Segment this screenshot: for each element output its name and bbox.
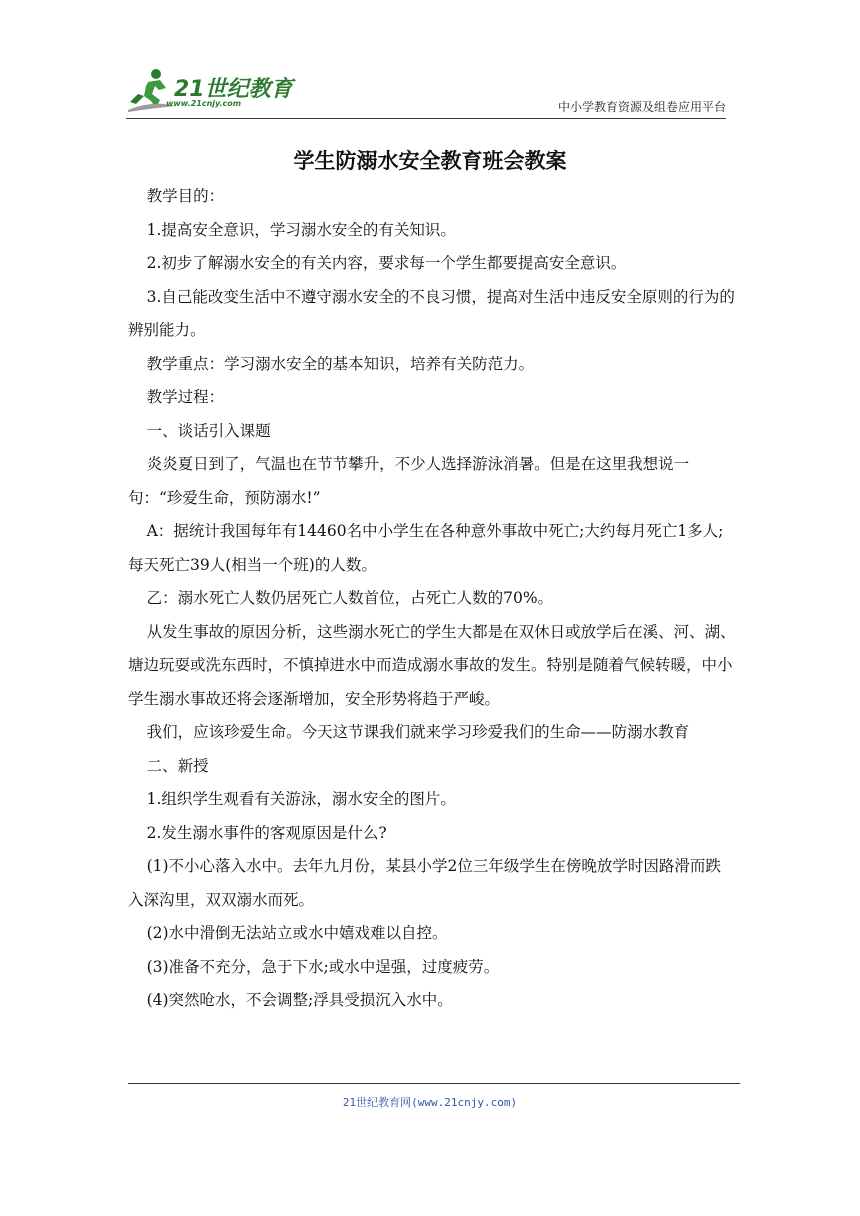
- logo-text: 21世纪教育: [174, 77, 293, 102]
- paragraph: 二、新授: [146, 756, 209, 775]
- paragraph: 我们，应该珍爱生命。今天这节课我们就来学习珍爱我们的生命——防溺水教育: [146, 723, 690, 741]
- paragraph: 教学重点：学习溺水安全的基本知识，培养有关防范力。: [146, 354, 535, 373]
- header-divider: [126, 118, 726, 119]
- paragraph: (2)水中滑倒无法站立或水中嬉戏难以自控。: [146, 924, 448, 942]
- paragraph: 1.组织学生观看有关游泳，溺水安全的图片。: [146, 790, 456, 808]
- paragraph: 2.初步了解溺水安全的有关内容，要求每一个学生都要提高安全意识。: [146, 254, 627, 272]
- paragraph: 一、谈话引入课题: [146, 421, 271, 440]
- paragraph: 教学目的：: [146, 187, 225, 205]
- paragraph: (1)不小心落入水中。去年九月份，某县小学2位三年级学生在傍晚放学时因路滑而跌入深沟里，双双溺水而死。: [128, 857, 721, 909]
- paragraph: (4)突然呛水，不会调整;浮具受损沉入水中。: [146, 991, 453, 1009]
- logo-url: www.21cnjy.com: [166, 99, 242, 108]
- paragraph: A：据统计我国每年有14460名中小学生在各种意外事故中死亡;大约每月死亡1多人;每天死亡39人(相当一个班)的人数。: [128, 522, 724, 574]
- paragraph: 1.提高安全意识，学习溺水安全的有关知识。: [146, 220, 456, 239]
- paragraph: (3)准备不充分，急于下水;或水中逞强，过度疲劳。: [146, 957, 500, 976]
- site-logo[interactable]: [126, 66, 296, 114]
- paragraph: 从发生事故的原因分析，这些溺水死亡的学生大都是在双休日或放学后在溪、河、湖、塘边玩耍或洗东西时，不慎掉进水中而造成溺水事故的发生。特别是随着气候转暖，中小学生溺水事故还将会逐渐增加，安全形势将趋于严峻。: [128, 622, 736, 708]
- document-title: 学生防溺水安全教育班会教案: [293, 149, 567, 173]
- document-body: [128, 180, 736, 1018]
- page-footer[interactable]: 21世纪教育网(www.21cnjy.com): [342, 1096, 518, 1109]
- paragraph: 3.自己能改变生活中不遵守溺水安全的不良习惯，提高对生活中违反安全原则的行为的辨别能力。: [128, 287, 735, 339]
- page-header: [126, 66, 726, 118]
- header-tagline: 中小学教育资源及组卷应用平台: [557, 100, 726, 114]
- paragraph: 炎炎夏日到了，气温也在节节攀升，不少人选择游泳消暑。但是在这里我想说一句：“珍爱生命，预防溺水!”: [128, 455, 690, 507]
- footer-divider: [128, 1083, 740, 1084]
- paragraph: 教学过程：: [146, 388, 225, 406]
- paragraph: 2.发生溺水事件的客观原因是什么?: [146, 823, 387, 842]
- paragraph: 乙：溺水死亡人数仍居死亡人数首位，占死亡人数的70%。: [146, 589, 554, 607]
